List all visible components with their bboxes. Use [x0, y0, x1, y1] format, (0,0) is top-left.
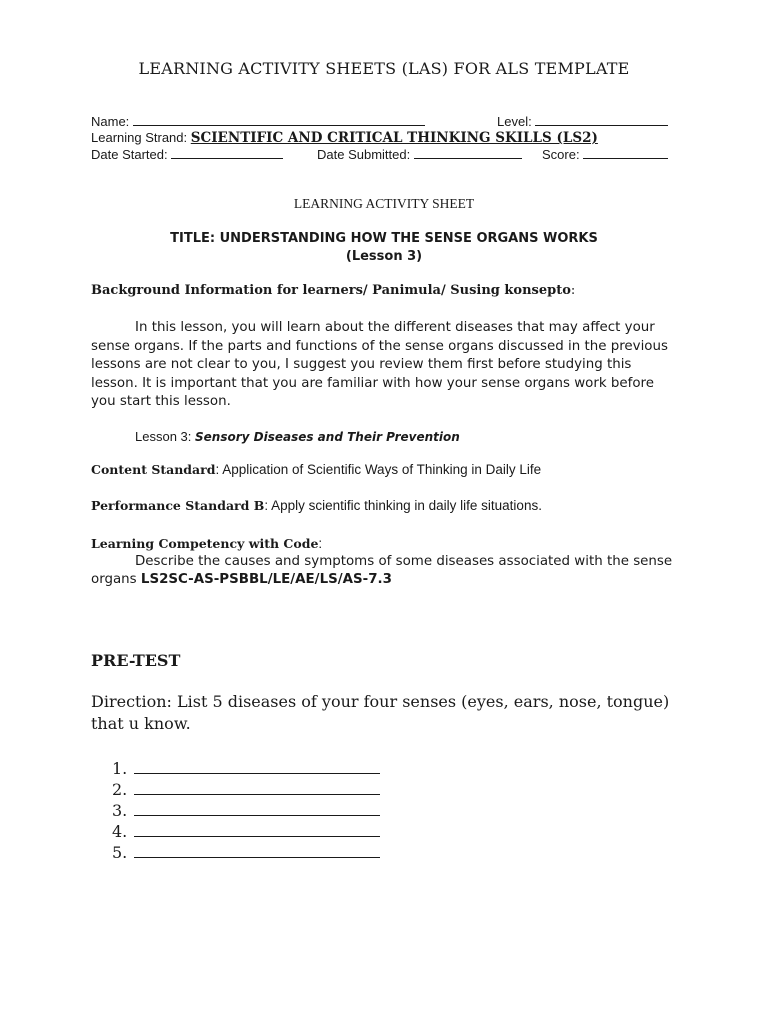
name-blank — [133, 115, 425, 126]
sheet-label: LEARNING ACTIVITY SHEET — [293, 196, 475, 211]
name-field-row — [91, 114, 425, 129]
competency-description — [91, 553, 681, 589]
date-submitted-blank — [414, 148, 522, 159]
answer-blank[interactable] — [134, 781, 380, 795]
performance-standard-label: Performance Standard B — [91, 498, 265, 513]
content-standard-label: Content Standard — [91, 462, 216, 477]
date-submitted-row — [317, 147, 522, 162]
answer-list — [112, 758, 380, 863]
strand-label: Learning Strand: — [91, 130, 188, 145]
learning-strand-row — [91, 130, 598, 146]
answer-number: 3. — [112, 801, 128, 820]
learning-competency-colon: : — [318, 536, 323, 551]
answer-blank[interactable] — [134, 760, 380, 774]
score-label: Score: — [542, 147, 580, 162]
answer-number: 1. — [112, 759, 128, 778]
score-blank — [583, 148, 668, 159]
pretest-direction: Direction: List 5 diseases of your four senses (eyes, ears, nose, tongue) that u know. — [91, 692, 670, 733]
sheet-lesson-number: (Lesson 3) — [345, 249, 423, 264]
level-blank — [535, 115, 668, 126]
lesson-title: Sensory Diseases and Their Prevention — [195, 430, 460, 444]
name-label: Name: — [91, 114, 130, 129]
performance-standard — [91, 498, 542, 513]
sheet-title: TITLE: UNDERSTANDING HOW THE SENSE ORGANS WORKS — [170, 231, 598, 246]
date-started-row — [91, 147, 283, 162]
learning-competency-label: Learning Competency with Code — [91, 536, 319, 551]
background-paragraph: In this lesson, you will learn about the different diseases that may affect your sense organs. If the parts and functions of the sense organs discussed in the previous lessons are not clear to you, I suggest you review them first before studying this lesson. It is important that you are familiar with how your sense organs work before you start this lesson. — [91, 320, 668, 409]
answer-item — [112, 758, 380, 779]
competency-code: LS2SC-AS-PSBBL/LE/AE/LS/AS-7.3 — [140, 572, 392, 587]
document-title: LEARNING ACTIVITY SHEETS (LAS) FOR ALS TEMPLATE — [138, 59, 630, 78]
competency-desc-text: Describe the causes and symptoms of some diseases associated with the sense organs — [91, 554, 673, 587]
level-field-row — [497, 114, 668, 129]
answer-number: 5. — [112, 843, 128, 862]
answer-item — [112, 821, 380, 842]
score-row — [542, 147, 668, 162]
answer-number: 2. — [112, 780, 128, 799]
answer-item — [112, 842, 380, 863]
performance-standard-value: : Apply scientific thinking in daily life situations. — [264, 498, 542, 513]
background-heading-text: Background Information for learners/ Panimula/ Susing konsepto — [91, 283, 571, 298]
lesson-label: Lesson 3: — [135, 429, 192, 444]
answer-number: 4. — [112, 822, 128, 841]
content-standard-value: : Application of Scientific Ways of Thinking in Daily Life — [215, 462, 542, 477]
background-heading — [91, 283, 575, 298]
lesson-line — [135, 429, 460, 444]
level-label: Level: — [497, 114, 532, 129]
content-standard — [91, 462, 541, 477]
answer-blank[interactable] — [134, 844, 380, 858]
learning-competency — [91, 536, 322, 551]
strand-value: SCIENTIFIC AND CRITICAL THINKING SKILLS (LS2) — [190, 130, 598, 146]
answer-blank[interactable] — [134, 802, 380, 816]
answer-item — [112, 800, 380, 821]
date-started-blank — [171, 148, 283, 159]
date-started-label: Date Started: — [91, 147, 168, 162]
answer-item — [112, 779, 380, 800]
answer-blank[interactable] — [134, 823, 380, 837]
pretest-heading: PRE-TEST — [91, 651, 181, 670]
date-submitted-label: Date Submitted: — [317, 147, 411, 162]
background-heading-colon: : — [570, 283, 576, 298]
